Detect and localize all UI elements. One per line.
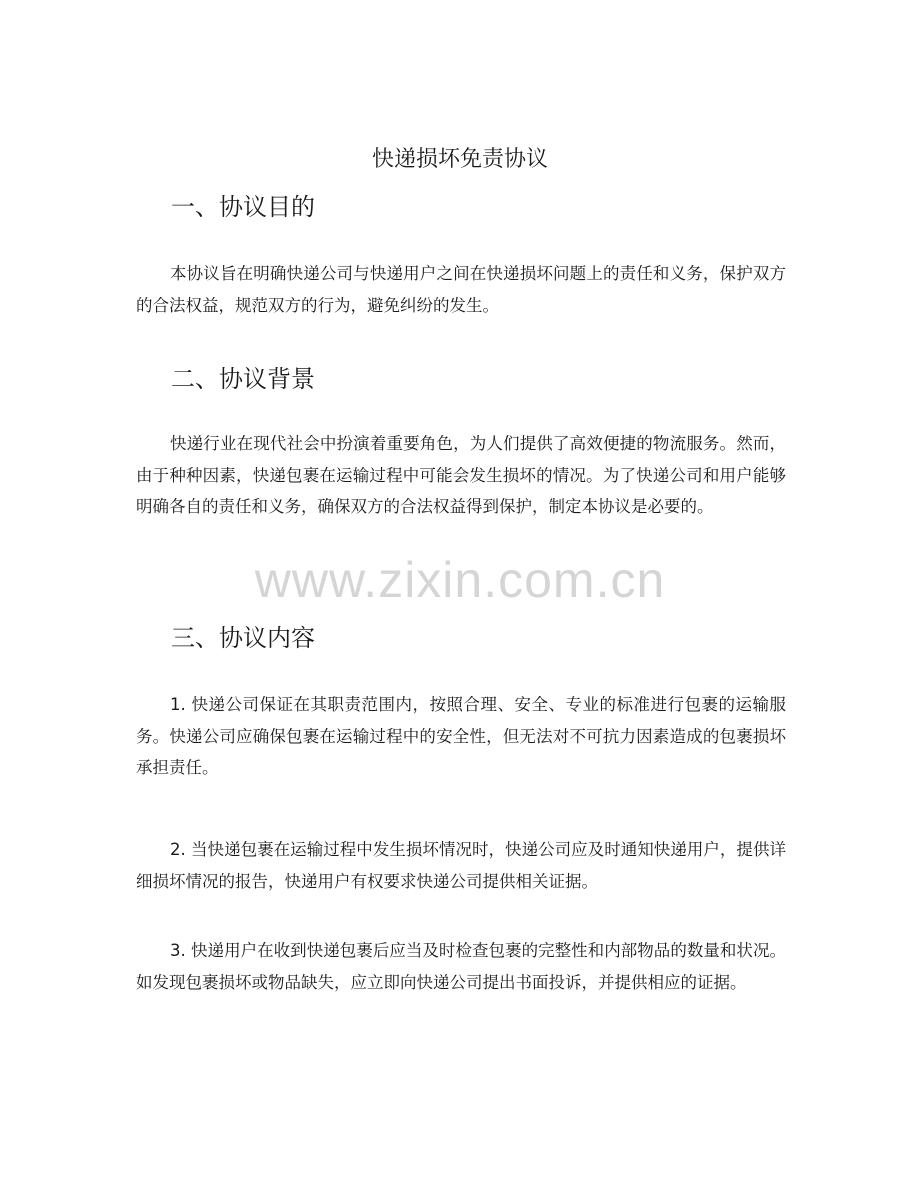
paragraph-content-item-1: 1. 快递公司保证在其职责范围内，按照合理、安全、专业的标准进行包裹的运输服务。快递公司应确保包裹在运输过程中的安全性，但无法对不可抗力因素造成的包裹损坏承担责任。: [136, 695, 786, 777]
watermark: www.zixin.com.cn: [254, 552, 666, 608]
paragraph-background: 快递行业在现代社会中扮演着重要角色，为人们提供了高效便捷的物流服务。然而，由于种种因素，快递包裹在运输过程中可能会发生损坏的情况。为了快递公司和用户能够明确各自的责任和义务，确保双方的合法权益得到保护，制定本协议是必要的。: [136, 434, 786, 516]
section-heading-purpose: 一、协议目的: [171, 193, 315, 221]
paragraph-purpose: 本协议旨在明确快递公司与快递用户之间在快递损坏问题上的责任和义务，保护双方的合法权益，规范双方的行为，避免纠纷的发生。: [136, 264, 786, 315]
section-heading-background: 二、协议背景: [171, 365, 315, 393]
section-heading-content: 三、协议内容: [171, 624, 315, 652]
document-title: 快递损坏免责协议: [371, 147, 548, 172]
paragraph-content-item-2: 2. 当快递包裹在运输过程中发生损坏情况时，快递公司应及时通知快递用户，提供详细损坏情况的报告，快递用户有权要求快递公司提供相关证据。: [136, 840, 786, 891]
paragraph-content-item-3: 3. 快递用户在收到快递包裹后应当及时检查包裹的完整性和内部物品的数量和状况。如发现包裹损坏或物品缺失，应立即向快递公司提出书面投诉，并提供相应的证据。: [136, 941, 786, 992]
